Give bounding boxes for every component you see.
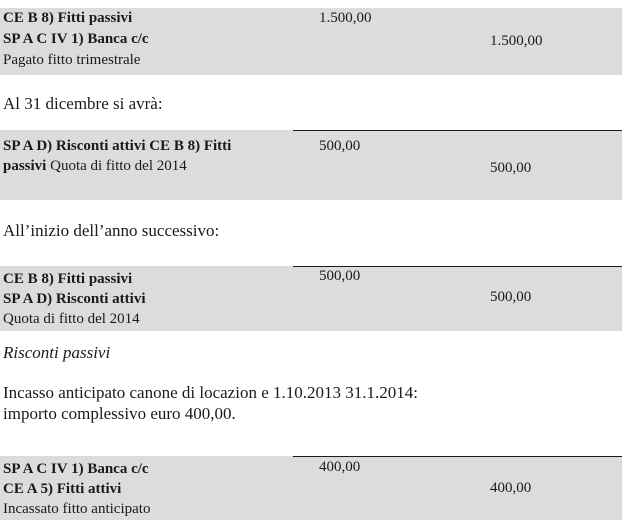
section-heading-risconti-passivi: Risconti passivi (3, 343, 111, 362)
journal-entry-4 (0, 456, 622, 520)
entry-2-debit-amount: 500,00 (319, 138, 361, 154)
entry-2-description: Quota di fitto del 2014 (46, 158, 187, 174)
entry-4-debit-amount: 400,00 (319, 459, 361, 475)
entry-3-description: Quota di fitto del 2014 (3, 311, 140, 327)
entry-1-debit-account: CE B 8) Fitti passivi (3, 10, 133, 26)
entry-3-debit-amount: 500,00 (319, 268, 361, 284)
entry-4-debit-account: SP A C IV 1) Banca c/c (3, 461, 149, 477)
entry-4-credit-amount: 400,00 (490, 480, 532, 496)
journal-entry-2 (0, 130, 622, 200)
paragraph-next-year: All’inizio dell’anno successivo: (3, 221, 220, 240)
entry-2-account-tail: passivi (3, 158, 47, 174)
entry-1-description: Pagato fitto trimestrale (3, 52, 141, 68)
entry-2-accounts: SP A D) Risconti attivi CE B 8) Fitti (3, 138, 232, 154)
entry-3-credit-amount: 500,00 (490, 289, 532, 305)
entry-1-credit-amount: 1.500,00 (490, 33, 543, 49)
entry-1-debit-amount: 1.500,00 (319, 10, 372, 26)
paragraph-incasso-line-1: Incasso anticipato canone di locazion e 1.10.2013 31.1.2014: (3, 383, 418, 402)
entry-2-credit-amount: 500,00 (490, 160, 532, 176)
entry-4-credit-account: CE A 5) Fitti attivi (3, 481, 122, 497)
entry-2-accounts-continued (3, 156, 187, 176)
journal-entry-1 (0, 8, 622, 75)
entry-2-rule (293, 130, 622, 131)
entry-4-description: Incassato fitto anticipato (3, 501, 151, 517)
journal-entry-3 (0, 266, 622, 331)
entry-3-credit-account: SP A D) Risconti attivi (3, 291, 146, 307)
entry-1-credit-account: SP A C IV 1) Banca c/c (3, 31, 149, 47)
paragraph-incasso-line-2: importo complessivo euro 400,00. (3, 404, 236, 423)
paragraph-year-end: Al 31 dicembre si avrà: (3, 94, 163, 113)
entry-3-debit-account: CE B 8) Fitti passivi (3, 271, 133, 287)
